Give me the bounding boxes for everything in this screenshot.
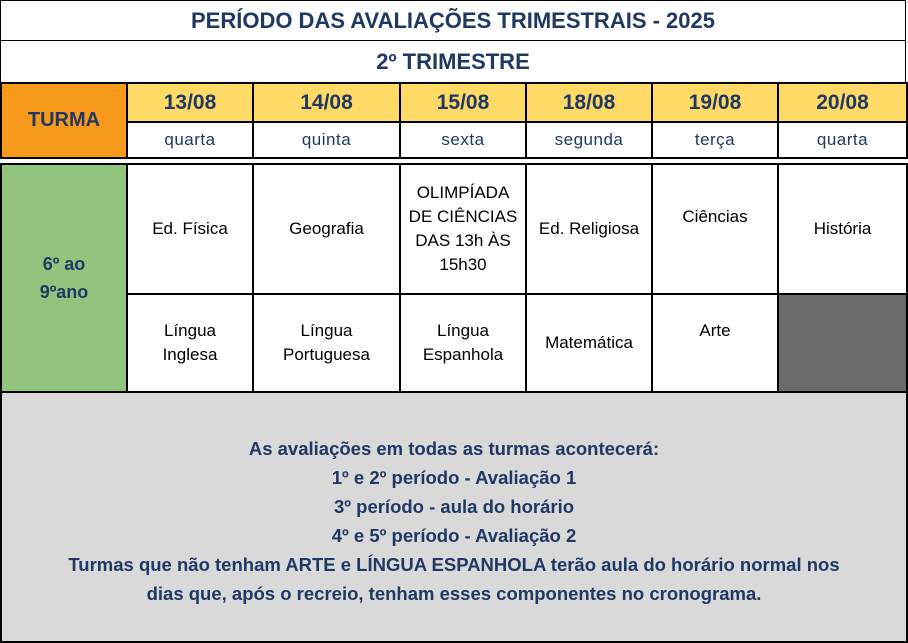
subject-cell: Geografia	[253, 164, 400, 294]
subject-cell: OLIMPÍADA DE CIÊNCIAS DAS 13h ÀS 15h30	[400, 164, 526, 294]
subject-cell: História	[778, 164, 907, 294]
subject-cell: Língua Espanhola	[400, 294, 526, 392]
subject-cell: Ed. Física	[127, 164, 253, 294]
weekday-header: quinta	[253, 122, 400, 158]
class-group-line: 9ºano	[39, 282, 89, 302]
date-header: 19/08	[652, 83, 778, 122]
subject-cell: Arte	[652, 294, 778, 392]
weekday-header: quarta	[778, 122, 907, 158]
subject-cell: Ed. Religiosa	[526, 164, 652, 294]
weekday-header: terça	[652, 122, 778, 158]
date-header: 15/08	[400, 83, 526, 122]
note-line: 4º e 5º período - Avaliação 2	[331, 525, 577, 546]
note-line: As avaliações em todas as turmas acontecerá:	[248, 438, 660, 459]
date-header: 14/08	[253, 83, 400, 122]
subject-cell: Ciências	[652, 164, 778, 294]
note-line: 3º período - aula do horário	[333, 496, 575, 517]
subject-cell: Matemática	[526, 294, 652, 392]
page-title: PERÍODO DAS AVALIAÇÕES TRIMESTRAIS - 2025	[0, 0, 906, 40]
trimester-subtitle: 2º TRIMESTRE	[0, 40, 906, 82]
empty-cell	[778, 294, 907, 392]
weekday-header: quarta	[127, 122, 253, 158]
turma-header: TURMA	[1, 83, 127, 158]
class-group-line: 6º ao	[42, 254, 86, 274]
note-line: 1º e 2º período - Avaliação 1	[331, 467, 577, 488]
schedule-table	[0, 82, 908, 643]
weekday-header: sexta	[400, 122, 526, 158]
class-group-cell	[1, 164, 127, 392]
weekday-header: segunda	[526, 122, 652, 158]
note-line: dias que, após o recreio, tenham esses componentes no cronograma.	[146, 583, 762, 604]
subject-cell: Língua Portuguesa	[253, 294, 400, 392]
subject-cell: Língua Inglesa	[127, 294, 253, 392]
note-line: Turmas que não tenham ARTE e LÍNGUA ESPANHOLA terão aula do horário normal nos	[68, 554, 840, 575]
date-header: 20/08	[778, 83, 907, 122]
notes-panel	[1, 392, 907, 642]
date-header: 13/08	[127, 83, 253, 122]
date-header: 18/08	[526, 83, 652, 122]
